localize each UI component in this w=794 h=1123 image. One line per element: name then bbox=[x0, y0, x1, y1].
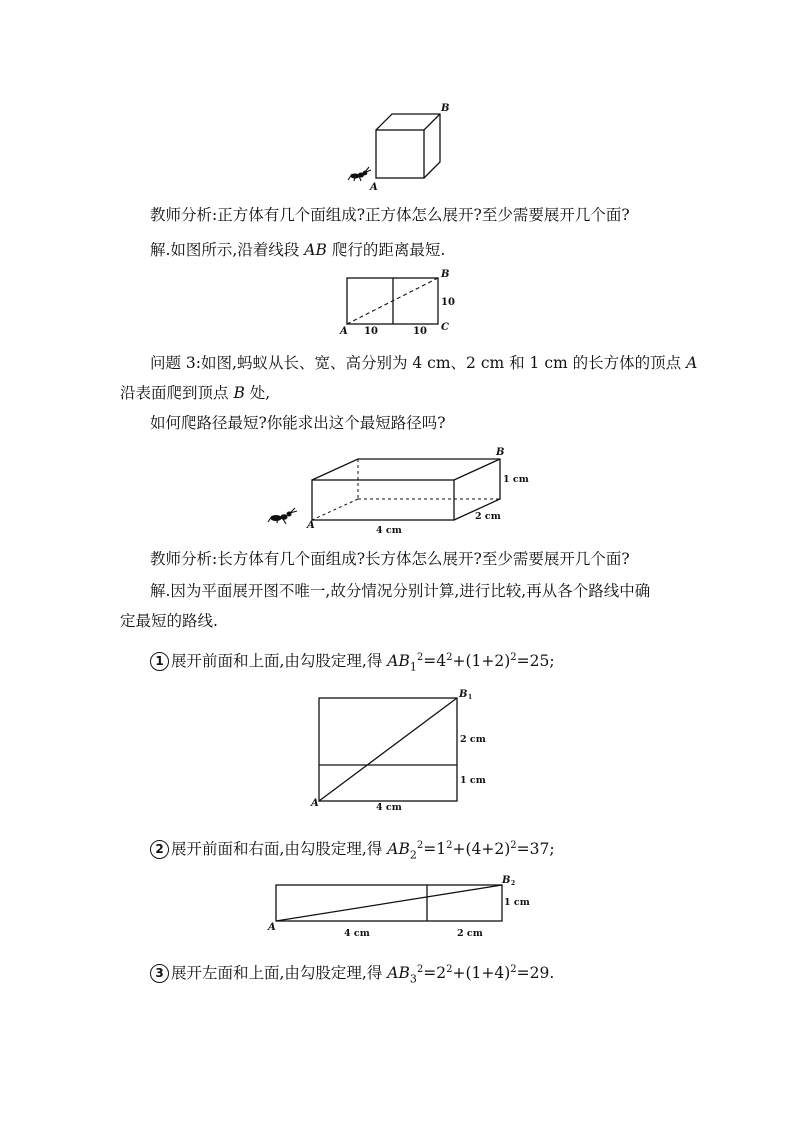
svg-text:A: A bbox=[307, 520, 315, 531]
solution-2-line2: 定最短的路线. bbox=[120, 612, 218, 630]
problem-3-line3: 如何爬路径最短?你能求出这个最短路径吗? bbox=[150, 414, 446, 432]
cube-net-figure bbox=[338, 268, 458, 338]
svg-text:10: 10 bbox=[441, 297, 455, 308]
svg-text:B: B bbox=[496, 447, 505, 458]
svg-text:B: B bbox=[441, 269, 450, 280]
case-2: 2 展开前面和右面,由勾股定理,得 $AB_2^2=1^2+(4+2)^2=37$; bbox=[150, 836, 555, 865]
case-number-1: 1 bbox=[150, 652, 169, 671]
svg-text:C: C bbox=[441, 322, 449, 333]
teacher-analysis-1: 教师分析:正方体有几个面组成?正方体怎么展开?至少需要展开几个面? bbox=[150, 206, 630, 224]
svg-text:A: A bbox=[311, 798, 319, 809]
svg-text:10: 10 bbox=[413, 326, 427, 337]
solution-2-line1: 解.因为平面展开图不唯一,故分情况分别计算,进行比较,再从各个路线中确 bbox=[150, 582, 651, 600]
cube-label-b: B bbox=[441, 103, 450, 114]
svg-text:10: 10 bbox=[364, 326, 378, 337]
teacher-analysis-2: 教师分析:长方体有几个面组成?长方体怎么展开?至少需要展开几个面? bbox=[150, 550, 630, 568]
svg-text:1 cm: 1 cm bbox=[504, 897, 530, 908]
ant-icon bbox=[268, 508, 297, 524]
cube-label-a: A bbox=[370, 182, 378, 193]
svg-text:4 cm: 4 cm bbox=[376, 525, 402, 536]
cube-figure bbox=[340, 100, 460, 193]
svg-text:1 cm: 1 cm bbox=[503, 474, 529, 485]
net-1-figure bbox=[308, 688, 488, 813]
solution-1: 解.如图所示,沿着线段 AB 爬行的距离最短. bbox=[150, 241, 446, 259]
svg-text:1: 1 bbox=[468, 694, 473, 701]
svg-text:2: 2 bbox=[511, 880, 516, 887]
svg-text:B: B bbox=[459, 689, 468, 700]
svg-text:4 cm: 4 cm bbox=[344, 928, 370, 939]
svg-text:A: A bbox=[268, 922, 276, 933]
case-number-3: 3 bbox=[150, 964, 169, 983]
problem-3-line2: 沿表面爬到顶点 B 处, bbox=[120, 384, 271, 402]
case-1: 1 展开前面和上面,由勾股定理,得 $AB_1^2=4^2+(1+2)^2=25$; bbox=[150, 648, 555, 677]
case-3: 3 展开左面和上面,由勾股定理,得 $AB_3^2=2^2+(1+4)^2=29$. bbox=[150, 960, 554, 989]
net-2-figure bbox=[264, 874, 544, 944]
svg-text:2 cm: 2 cm bbox=[460, 734, 486, 745]
svg-text:2 cm: 2 cm bbox=[457, 928, 483, 939]
ant-icon bbox=[348, 167, 371, 181]
problem-3-line1: 问题 3:如图,蚂蚁从长、宽、高分别为 4 cm、2 cm 和 1 cm 的长方体的顶点 A bbox=[150, 354, 698, 372]
box-figure bbox=[262, 440, 542, 540]
svg-text:1 cm: 1 cm bbox=[460, 775, 486, 786]
svg-text:B: B bbox=[502, 875, 511, 886]
svg-text:A: A bbox=[340, 326, 348, 337]
svg-text:4 cm: 4 cm bbox=[376, 802, 402, 813]
svg-text:2 cm: 2 cm bbox=[475, 511, 501, 522]
case-number-2: 2 bbox=[150, 840, 169, 859]
